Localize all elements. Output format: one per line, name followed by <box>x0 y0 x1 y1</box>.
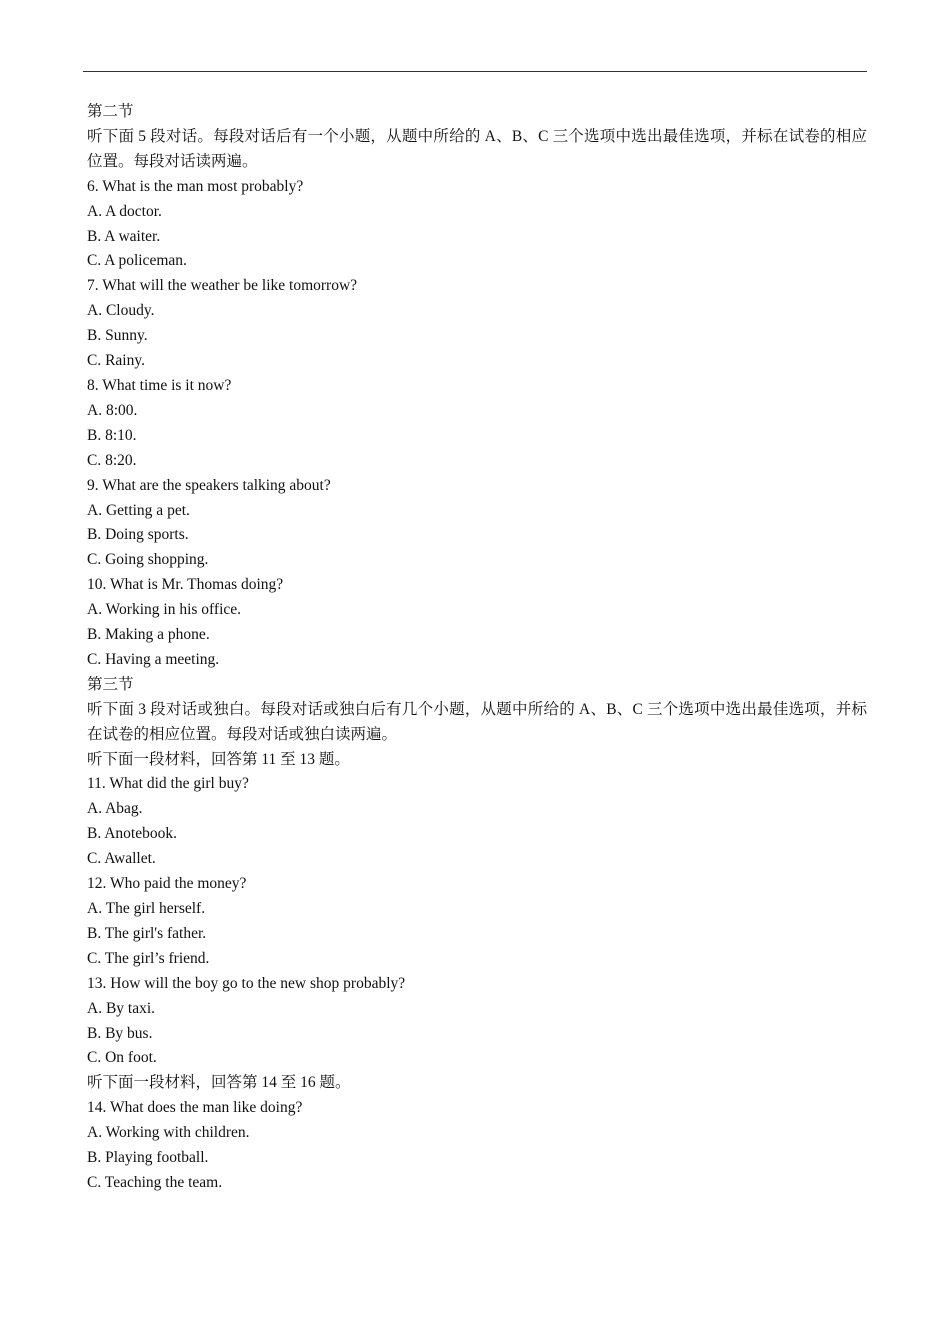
group-intro: 听下面一段材料，回答第 11 至 13 题。 <box>87 750 350 768</box>
question-text: 12. Who paid the money? <box>87 875 247 893</box>
answer-option: C. On foot. <box>87 1049 157 1067</box>
answer-option: B. A waiter. <box>87 227 161 245</box>
answer-option: A. By taxi. <box>87 999 156 1017</box>
answer-option: A. Abag. <box>87 800 143 818</box>
answer-option: A. Working in his office. <box>87 601 242 619</box>
answer-option: B. Doing sports. <box>87 526 189 544</box>
question-text: 9. What are the speakers talking about? <box>87 476 331 494</box>
answer-option: B. By bus. <box>87 1024 153 1042</box>
question-text: 8. What time is it now? <box>87 376 232 394</box>
section-heading: 第二节 <box>87 103 134 120</box>
section-instructions: 听下面 3 段对话或独白。每段对话或独白后有几个小题，从题中所给的 A、B、C 三个选项中选出最佳选项，并标在试卷的相应位置。每段对话或独白读两遍。 <box>87 700 867 743</box>
answer-option: B. Playing football. <box>87 1149 209 1167</box>
answer-option: B. Anotebook. <box>87 825 177 843</box>
answer-option: B. Making a phone. <box>87 626 210 644</box>
answer-option: B. 8:10. <box>87 426 137 444</box>
header-rule <box>83 71 867 72</box>
answer-option: C. Teaching the team. <box>87 1173 223 1191</box>
answer-option: C. The girl’s friend. <box>87 949 210 967</box>
question-text: 11. What did the girl buy? <box>87 775 249 793</box>
group-intro: 听下面一段材料，回答第 14 至 16 题。 <box>87 1074 351 1092</box>
answer-option: C. A policeman. <box>87 252 187 270</box>
answer-option: A. A doctor. <box>87 202 162 220</box>
answer-option: C. Going shopping. <box>87 551 209 569</box>
answer-option: A. Cloudy. <box>87 302 155 320</box>
answer-option: C. Awallet. <box>87 850 156 868</box>
section-instructions: 听下面 5 段对话。每段对话后有一个小题，从题中所给的 A、B、C 三个选项中选出最佳选项，并标在试卷的相应位置。每段对话读两遍。 <box>87 127 867 170</box>
answer-option: A. The girl herself. <box>87 900 206 917</box>
answer-option: A. Getting a pet. <box>87 501 190 519</box>
document-body <box>87 100 867 1196</box>
answer-option: A. 8:00. <box>87 401 138 419</box>
question-text: 7. What will the weather be like tomorrow? <box>87 277 358 295</box>
answer-option: C. Having a meeting. <box>87 650 220 668</box>
question-text: 13. How will the boy go to the new shop probably? <box>87 974 406 992</box>
answer-option: B. The girl's father. <box>87 924 207 942</box>
answer-option: B. Sunny. <box>87 327 148 345</box>
section-heading: 第三节 <box>87 675 134 693</box>
question-text: 10. What is Mr. Thomas doing? <box>87 576 284 594</box>
answer-option: C. 8:20. <box>87 451 137 469</box>
answer-option: A. Working with children. <box>87 1124 250 1142</box>
answer-option: C. Rainy. <box>87 352 145 370</box>
question-text: 6. What is the man most probably? <box>87 177 304 195</box>
question-text: 14. What does the man like doing? <box>87 1099 303 1117</box>
